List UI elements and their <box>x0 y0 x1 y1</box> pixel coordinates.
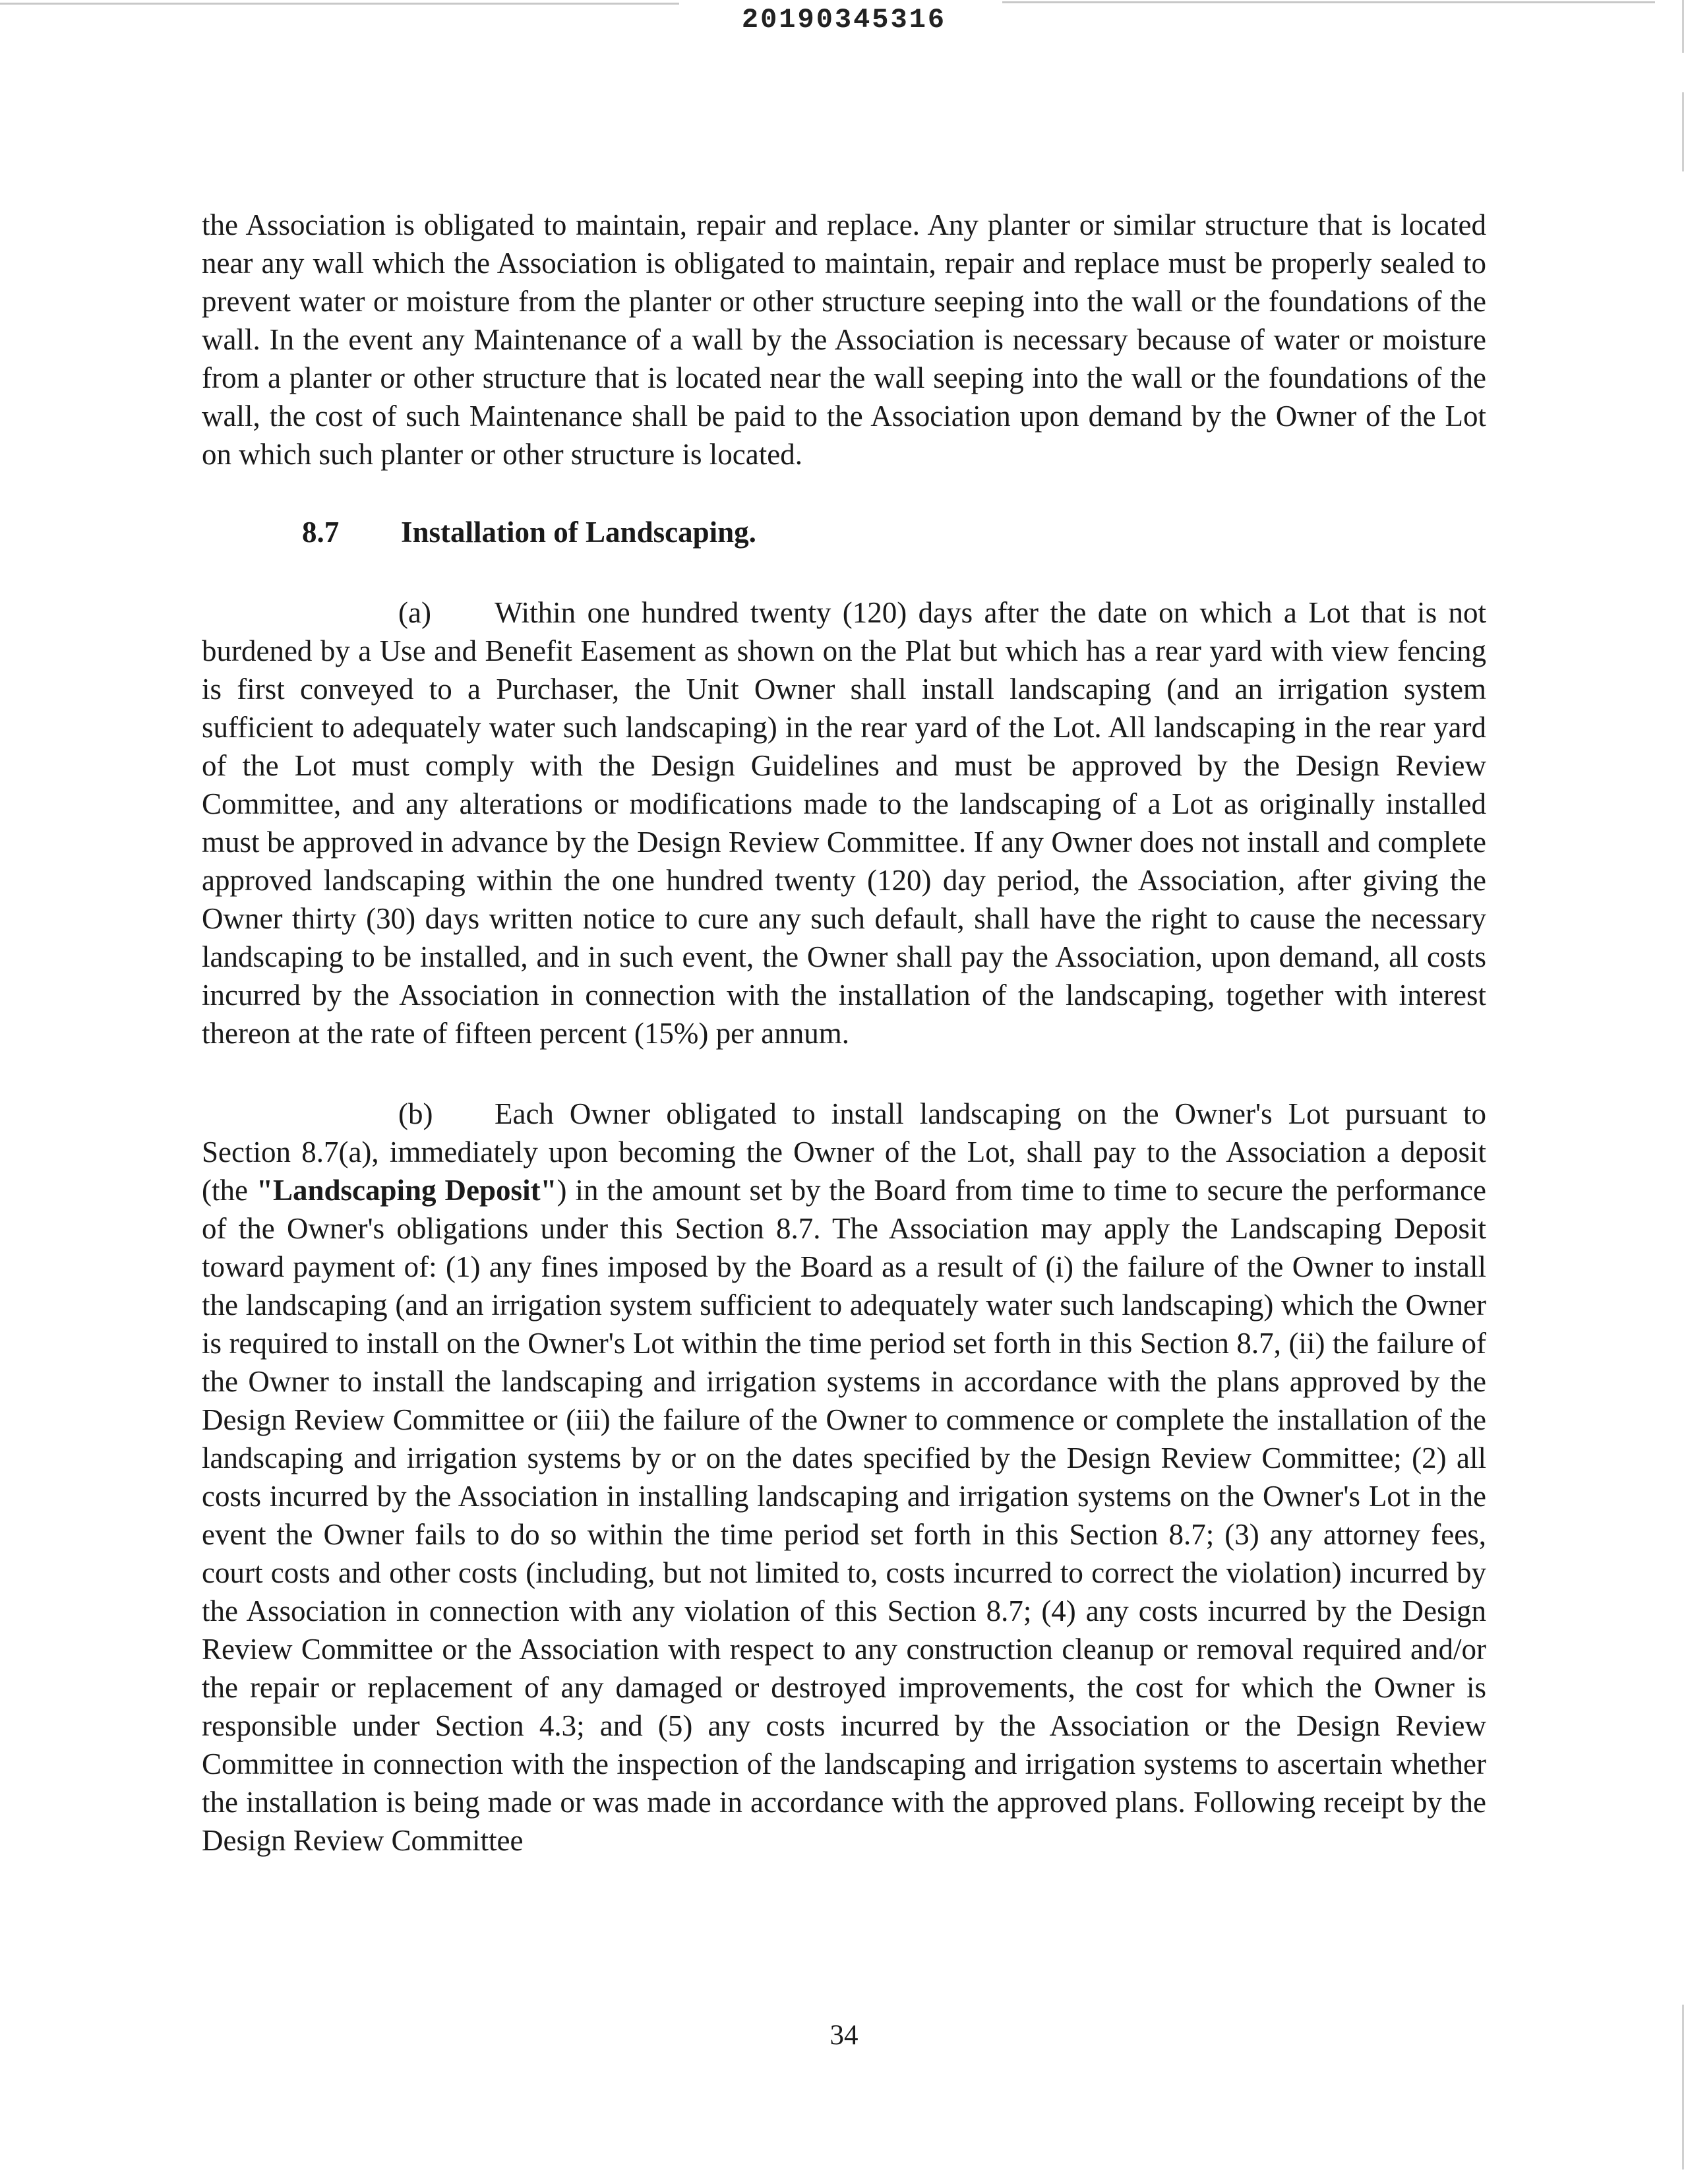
paragraph-a <box>202 593 1486 1052</box>
scan-artifact-right-edge <box>1682 92 1684 171</box>
paragraph-b-text-start: Each Owner obligated to install landscaping on the Owner's Lot pursuant to Section 8.7(a), immediately upon becoming the Owner of the Lot, shall pay to the Association a deposit (the <box>202 1097 1486 1207</box>
paragraph-b <box>202 1095 1486 1860</box>
scan-artifact-top-right <box>1002 1 1655 3</box>
section-heading <box>202 513 1486 551</box>
page-body <box>202 206 1486 1860</box>
paragraph-b-text-rest: ) in the amount set by the Board from time to time to secure the performance of the Owner's obligations under this Section 8.7. The Association may apply the Landscaping Deposit toward payment of: (1) any fines imposed by the Board as a result of (i) the failure of the Owner to install the landscaping (and an irrigation system sufficient to adequately water such landscaping) which the Owner is required to install on the Owner's Lot within the time period set forth in this Section 8.7, (ii) the failure of the Owner to install the landscaping and irrigation systems in accordance with the plans approved by the Design Review Committee or (iii) the failure of the Owner to commence or complete the installation of the landscaping and irrigation systems by or on the dates specified by the Design Review Committee; (2) all costs incurred by the Association in installing landscaping and irrigation systems on the Owner's Lot in the event the Owner fails to do so within the time period set forth in this Section 8.7; (3) any attorney fees, court costs and other costs (including, but not limited to, costs incurred to correct the violation) incurred by the Association in connection with any violation of this Section 8.7; (4) any costs incurred by the Design Review Committee or the Association with respect to any construction cleanup or removal required and/or the repair or replacement of any damaged or destroyed improvements, the cost for which the Owner is responsible under Section 4.3; and (5) any costs incurred by the Association or the Design Review Committee in connection with the inspection of the landscaping and irrigation systems to ascertain whether the installation is being made or was made in accordance with the approved plans. Following receipt by the Design Review Committee <box>202 1174 1487 1857</box>
paragraph-a-label: (a) <box>398 596 431 629</box>
document-number: 20190345316 <box>741 4 947 36</box>
defined-term-landscaping-deposit: "Landscaping Deposit" <box>256 1174 557 1207</box>
page-number: 34 <box>829 2020 859 2051</box>
paragraph-a-text: Within one hundred twenty (120) days after the date on which a Lot that is not burdened by a Use and Benefit Easement as shown on the Plat but which has a rear yard with view fencing is first conveyed to a Purchaser, the Unit Owner shall install landscaping (and an irrigation system sufficient to adequately water such landscaping) in the rear yard of the Lot. All landscaping in the rear yard of the Lot must comply with the Design Guidelines and must be approved by the Design Review Committee, and any alterations or modifications made to the landscaping of a Lot as originally installed must be approved in advance by the Design Review Committee. If any Owner does not install and complete approved landscaping within the one hundred twenty (120) day period, the Association, after giving the Owner thirty (30) days written notice to cure any such default, shall have the right to cause the necessary landscaping to be installed, and in such event, the Owner shall pay the Association, upon demand, all costs incurred by the Association in connection with the installation of the landscaping, together with interest thereon at the rate of fifteen percent (15%) per annum. <box>202 596 1486 1050</box>
continued-paragraph: the Association is obligated to maintain, repair and replace. Any planter or similar structure that is located near any wall which the Association is obligated to maintain, repair and replace must be properly sealed to prevent water or moisture from the planter or other structure seeping into the wall or the foundations of the wall. In the event any Maintenance of a wall by the Association is necessary because of water or moisture from a planter or other structure that is located near the wall seeping into the wall or the foundations of the wall, the cost of such Maintenance shall be paid to the Association upon demand by the Owner of the Lot on which such planter or other structure is located. <box>202 208 1486 471</box>
section-number: 8.7 <box>302 516 340 549</box>
paragraph-b-label: (b) <box>398 1097 433 1130</box>
section-title: Installation of Landscaping. <box>401 516 756 549</box>
